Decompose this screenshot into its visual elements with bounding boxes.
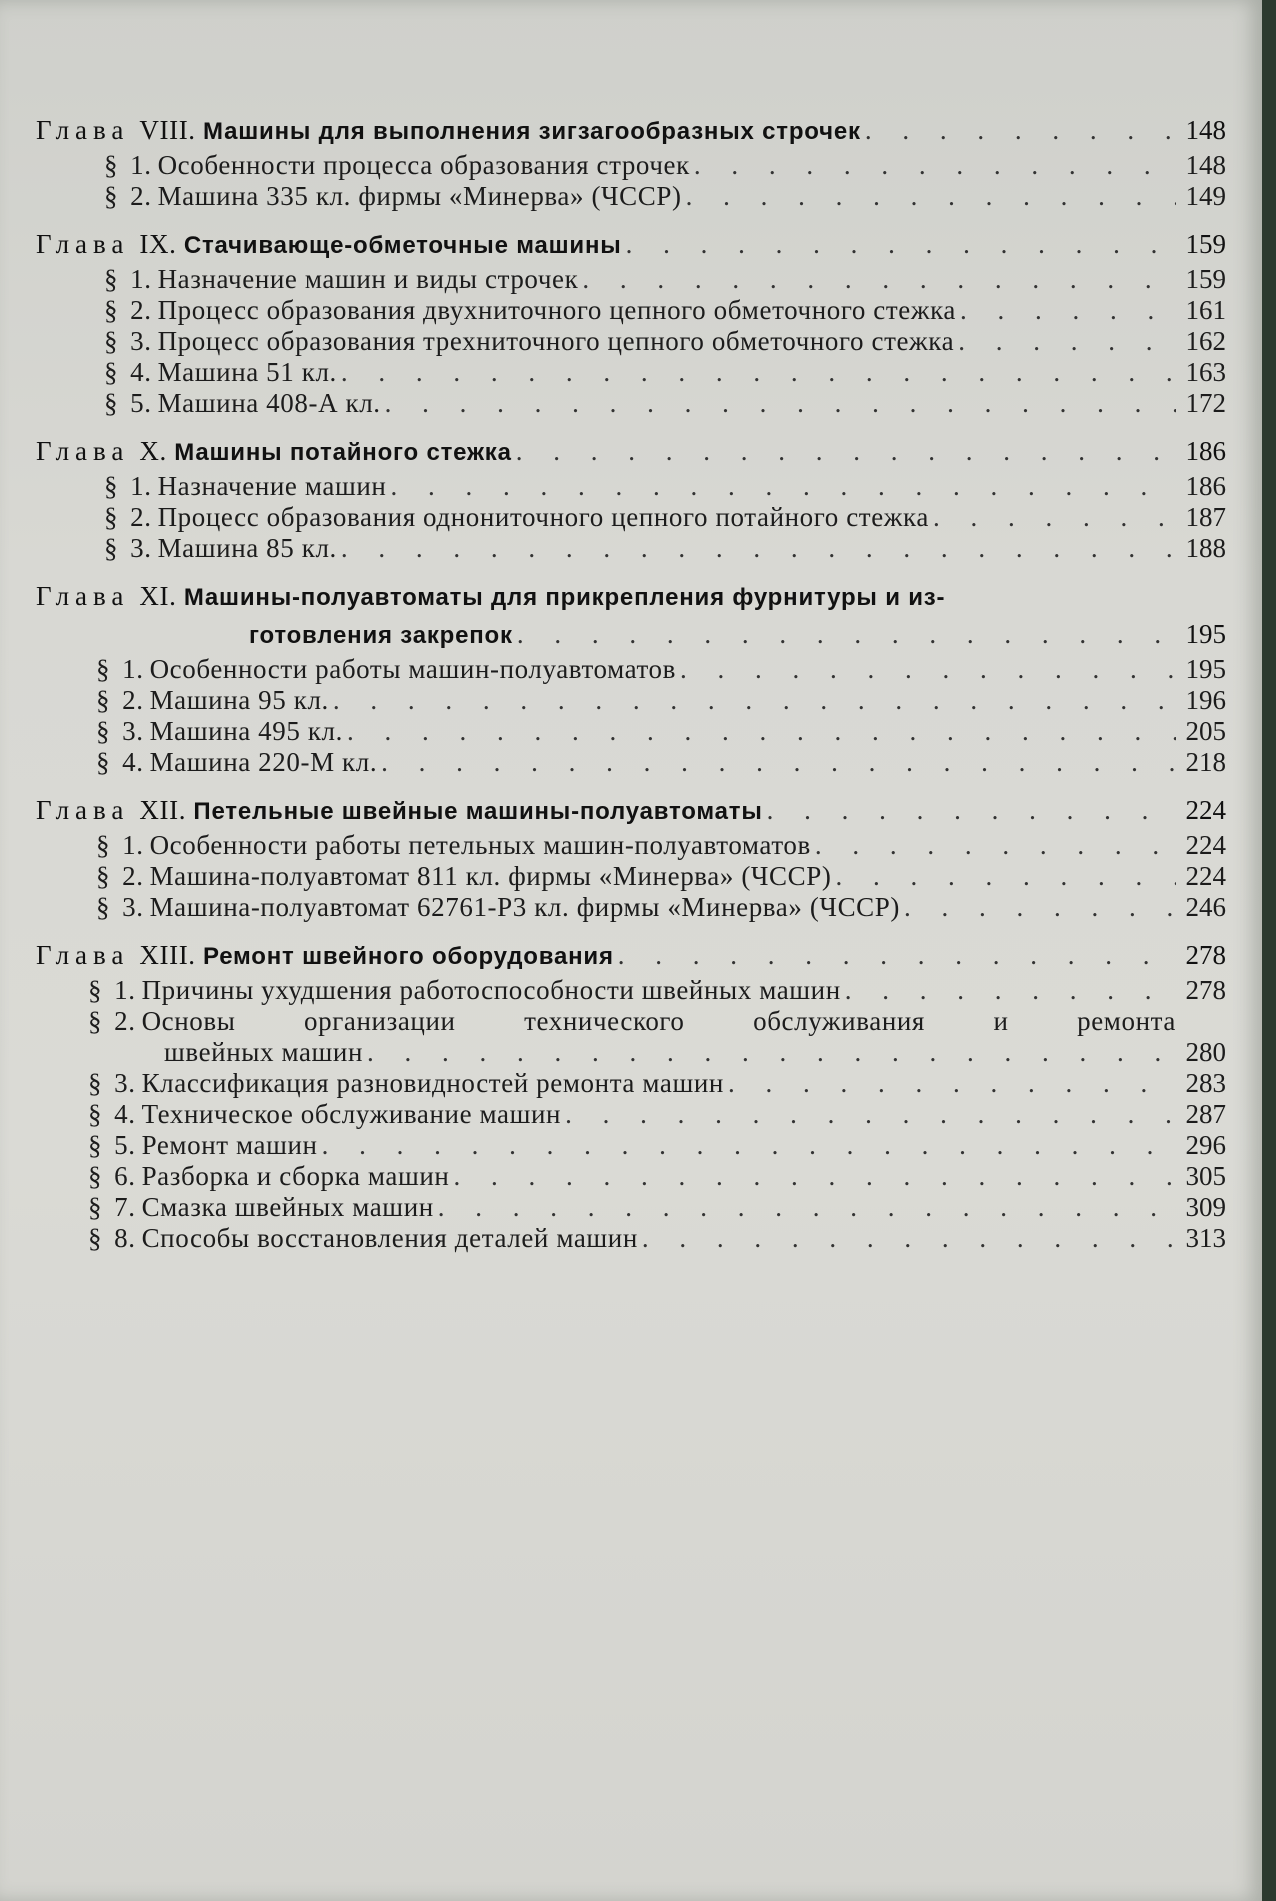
dot-leader <box>517 616 1176 652</box>
section-sign: § <box>96 830 111 860</box>
page-number: 218 <box>1185 747 1226 777</box>
dot-leader <box>960 295 1176 326</box>
section-title: Машина 495 кл. <box>149 716 343 746</box>
section-sign: § <box>104 357 119 387</box>
page-number: 148 <box>1185 150 1226 180</box>
section-title: Способы восстановления деталей машин <box>141 1223 638 1253</box>
chapter-9 <box>36 226 1226 419</box>
dot-leader <box>904 892 1176 923</box>
section-entry-continued <box>36 1037 1226 1068</box>
dot-leader <box>642 1223 1176 1254</box>
dot-leader <box>341 357 1176 388</box>
chapter-11 <box>36 578 1226 778</box>
section-title-word: Основы <box>141 1006 236 1036</box>
section-sign: § <box>104 502 119 532</box>
chapter-title: Петельные швейные машины-полуавтоматы <box>193 798 763 825</box>
chapter-title-line1: Машины-полуавтоматы для прикрепления фурнитуры и из- <box>183 584 946 611</box>
section-number: 3. <box>130 533 152 563</box>
section-sign: § <box>104 533 119 563</box>
section-number: 7. <box>114 1192 136 1222</box>
dot-leader <box>728 1068 1176 1099</box>
dot-leader <box>367 1037 1176 1068</box>
section-entry <box>36 685 1226 716</box>
dot-leader <box>565 1099 1176 1130</box>
section-entry <box>36 1192 1226 1223</box>
chapter-prefix: Глава <box>36 436 130 466</box>
section-entry <box>36 502 1226 533</box>
section-title: Машина 408-А кл. <box>157 388 381 418</box>
section-number: 6. <box>114 1161 136 1191</box>
section-title: Машина 95 кл. <box>149 685 329 715</box>
section-title-word: обслуживания <box>753 1006 925 1036</box>
section-title: Машина 85 кл. <box>157 533 337 563</box>
page-number: 161 <box>1185 295 1226 325</box>
chapter-heading <box>36 226 1226 264</box>
dot-leader <box>582 264 1176 295</box>
dot-leader <box>618 937 1176 973</box>
dot-leader <box>815 830 1176 861</box>
section-number: 2. <box>130 181 152 211</box>
dot-leader <box>516 433 1176 469</box>
section-number: 3. <box>130 326 152 356</box>
section-sign: § <box>88 1130 103 1160</box>
page-number: 162 <box>1185 326 1226 356</box>
section-title-word: организации <box>304 1006 456 1036</box>
dot-leader <box>390 471 1176 502</box>
page-number: 187 <box>1185 502 1226 532</box>
section-title-line2: швейных машин <box>164 1037 364 1067</box>
section-number: 3. <box>122 716 144 746</box>
page-number: 278 <box>1185 940 1226 970</box>
chapter-prefix: Глава <box>36 581 130 611</box>
page-number: 149 <box>1185 181 1226 211</box>
page-number: 196 <box>1185 685 1226 715</box>
page-number: 195 <box>1185 654 1226 684</box>
section-number: 1. <box>130 150 152 180</box>
dot-leader <box>680 654 1176 685</box>
section-number: 2. <box>130 295 152 325</box>
section-entry <box>36 654 1226 685</box>
section-entry <box>36 975 1226 1006</box>
section-title: Машина-полуавтомат 811 кл. фирмы «Минерва» (ЧССР) <box>149 861 832 891</box>
section-title: Особенности работы машин-полуавтоматов <box>149 654 676 684</box>
section-number: 2. <box>130 502 152 532</box>
page-number: 188 <box>1185 533 1226 563</box>
section-sign: § <box>88 1099 103 1129</box>
page-number: 195 <box>1185 619 1226 649</box>
page-number: 224 <box>1185 795 1226 825</box>
section-sign: § <box>96 654 111 684</box>
section-sign: § <box>104 471 119 501</box>
chapter-prefix: Глава <box>36 115 130 145</box>
page-number: 224 <box>1185 830 1226 860</box>
chapter-number: XI. <box>139 581 177 611</box>
dot-leader <box>835 861 1176 892</box>
page-number: 313 <box>1185 1223 1226 1253</box>
section-sign: § <box>104 264 119 294</box>
section-sign: § <box>96 716 111 746</box>
page-number: 305 <box>1185 1161 1226 1191</box>
section-sign: § <box>96 685 111 715</box>
section-entry <box>36 471 1226 502</box>
table-of-contents <box>36 112 1226 1254</box>
dot-leader <box>865 112 1176 148</box>
section-entry <box>36 150 1226 181</box>
dot-leader <box>933 502 1176 533</box>
chapter-heading <box>36 578 1226 616</box>
section-title: Процесс образования двухниточного цепного обметочного стежка <box>157 295 957 325</box>
dot-leader <box>333 685 1176 716</box>
page-number: 186 <box>1185 471 1226 501</box>
chapter-8 <box>36 112 1226 212</box>
chapter-12 <box>36 792 1226 923</box>
page-number: 287 <box>1185 1099 1226 1129</box>
dot-leader <box>767 792 1176 828</box>
section-entry <box>36 1223 1226 1254</box>
section-entry <box>36 388 1226 419</box>
page-number: 280 <box>1185 1037 1226 1067</box>
chapter-10 <box>36 433 1226 564</box>
section-title: Назначение машин и виды строчек <box>157 264 579 294</box>
section-number: 3. <box>122 892 144 922</box>
section-title-word: и <box>993 1006 1009 1036</box>
section-entry <box>36 892 1226 923</box>
section-title: Назначение машин <box>157 471 387 501</box>
section-number: 4. <box>122 747 144 777</box>
section-number: 4. <box>114 1099 136 1129</box>
dot-leader <box>626 226 1176 262</box>
section-entry <box>36 1161 1226 1192</box>
section-number: 2. <box>122 861 144 891</box>
section-sign: § <box>96 892 111 922</box>
chapter-title: Машины для выполнения зигзагообразных строчек <box>203 118 861 145</box>
section-sign: § <box>104 181 119 211</box>
section-title: Техническое обслуживание машин <box>141 1099 562 1129</box>
section-entry <box>36 326 1226 357</box>
page-number: 246 <box>1185 892 1226 922</box>
section-entry <box>36 357 1226 388</box>
section-sign: § <box>104 326 119 356</box>
section-title: Особенности процесса образования строчек <box>157 150 690 180</box>
chapter-number: XII. <box>139 795 187 825</box>
chapter-prefix: Глава <box>36 940 130 970</box>
dot-leader <box>341 533 1176 564</box>
section-title: Машина 220-М кл. <box>149 747 378 777</box>
section-sign: § <box>88 1223 103 1253</box>
section-entry <box>36 861 1226 892</box>
chapter-prefix: Глава <box>36 229 130 259</box>
section-title: Особенности работы петельных машин-полуавтоматов <box>149 830 811 860</box>
chapter-heading <box>36 792 1226 830</box>
section-sign: § <box>88 1068 103 1098</box>
section-number: 5. <box>114 1130 136 1160</box>
page-number: 172 <box>1185 388 1226 418</box>
section-number: 3. <box>114 1068 136 1098</box>
section-entry <box>36 716 1226 747</box>
chapter-heading <box>36 937 1226 975</box>
page-number: 283 <box>1185 1068 1226 1098</box>
dot-leader <box>347 716 1176 747</box>
section-title: Процесс образования трехниточного цепного обметочного стежка <box>157 326 955 356</box>
section-sign: § <box>104 295 119 325</box>
section-entry <box>36 181 1226 212</box>
section-number: 1. <box>114 975 136 1005</box>
page-number: 186 <box>1185 436 1226 466</box>
section-entry <box>36 1130 1226 1161</box>
section-number: 2. <box>122 685 144 715</box>
page-number: 159 <box>1185 264 1226 294</box>
chapter-title-line2: готовления закрепок <box>249 622 513 649</box>
dot-leader <box>845 975 1176 1006</box>
section-title-word: ремонта <box>1077 1006 1176 1036</box>
chapter-heading-continued <box>36 616 1226 654</box>
chapter-title: Машины потайного стежка <box>174 439 512 466</box>
dot-leader <box>686 181 1176 212</box>
chapter-prefix: Глава <box>36 795 130 825</box>
section-number: 1. <box>122 830 144 860</box>
section-sign: § <box>104 388 119 418</box>
section-title-word: технического <box>524 1006 685 1036</box>
chapter-number: X. <box>139 436 167 466</box>
section-entry <box>36 1068 1226 1099</box>
section-title: Машина-полуавтомат 62761-Р3 кл. фирмы «Минерва» (ЧССР) <box>149 892 900 922</box>
section-title: Машина 51 кл. <box>157 357 337 387</box>
section-title: Разборка и сборка машин <box>141 1161 450 1191</box>
dot-leader <box>385 388 1176 419</box>
chapter-heading <box>36 433 1226 471</box>
section-title: Ремонт машин <box>141 1130 318 1160</box>
page-number: 148 <box>1185 115 1226 145</box>
page-number: 205 <box>1185 716 1226 746</box>
section-number: 5. <box>130 388 152 418</box>
chapter-number: VIII. <box>139 115 196 145</box>
section-entry <box>36 264 1226 295</box>
chapter-number: XIII. <box>139 940 196 970</box>
page-number: 296 <box>1185 1130 1226 1160</box>
section-sign: § <box>96 747 111 777</box>
dot-leader <box>381 747 1176 778</box>
section-entry <box>36 1099 1226 1130</box>
page-number: 163 <box>1185 357 1226 387</box>
section-sign: § <box>88 1192 103 1222</box>
page-number: 309 <box>1185 1192 1226 1222</box>
section-entry-multiline <box>36 1006 1226 1037</box>
section-title: Машина 335 кл. фирмы «Минерва» (ЧССР) <box>157 181 682 211</box>
section-entry <box>36 295 1226 326</box>
section-title: Процесс образования однониточного цепного потайного стежка <box>157 502 929 532</box>
dot-leader <box>694 150 1176 181</box>
section-number: 1. <box>130 471 152 501</box>
section-sign: § <box>104 150 119 180</box>
section-sign: § <box>88 1161 103 1191</box>
page-number: 278 <box>1185 975 1226 1005</box>
section-title: Классификация разновидностей ремонта машин <box>141 1068 724 1098</box>
section-number: 4. <box>130 357 152 387</box>
section-entry <box>36 533 1226 564</box>
dot-leader <box>958 326 1176 357</box>
section-entry <box>36 747 1226 778</box>
chapter-heading <box>36 112 1226 150</box>
section-sign: § <box>96 861 111 891</box>
section-entry <box>36 830 1226 861</box>
dot-leader <box>453 1161 1176 1192</box>
section-number: 8. <box>114 1223 136 1253</box>
section-sign: § <box>88 1006 103 1036</box>
section-title-line1 <box>142 1006 1176 1037</box>
section-number: 2. <box>114 1006 136 1036</box>
chapter-13 <box>36 937 1226 1254</box>
section-number: 1. <box>130 264 152 294</box>
section-title: Смазка швейных машин <box>141 1192 434 1222</box>
page-number: 224 <box>1185 861 1226 891</box>
dot-leader <box>322 1130 1176 1161</box>
section-title: Причины ухудшения работоспособности швейных машин <box>141 975 841 1005</box>
section-sign: § <box>88 975 103 1005</box>
chapter-title: Стачивающе-обметочные машины <box>183 232 622 259</box>
chapter-number: IX. <box>139 229 177 259</box>
page-number: 159 <box>1185 229 1226 259</box>
dot-leader <box>438 1192 1176 1223</box>
chapter-title: Ремонт швейного оборудования <box>203 943 614 970</box>
section-number: 1. <box>122 654 144 684</box>
